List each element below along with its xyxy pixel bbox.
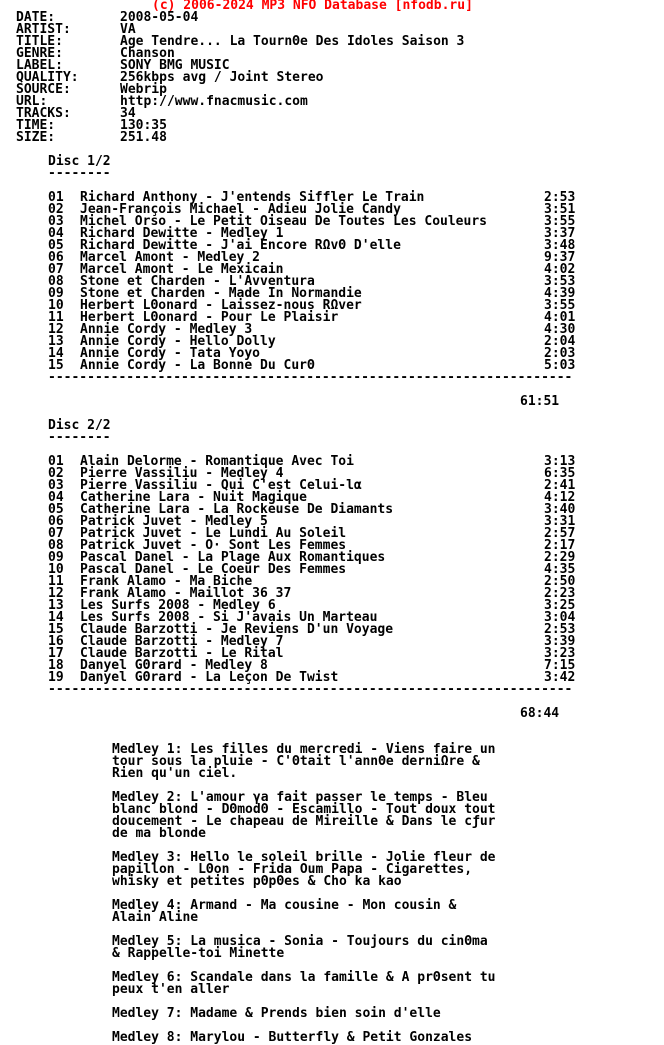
track-title: Catherine Lara - Nuit Magique (80, 490, 307, 505)
info-key: LABEL: (16, 58, 63, 73)
track-time: 4:30 (544, 322, 576, 337)
info-row (16, 48, 664, 60)
track-number: 13 (48, 598, 64, 613)
track-time: 4:39 (544, 286, 576, 301)
medley-note (112, 1032, 664, 1044)
medley-note (112, 1008, 664, 1020)
track-title: Jean-François Michael - Adieu Jolie Candy (80, 202, 401, 217)
track-title: Alain Delorme - Romantique Avec Toi (80, 454, 354, 469)
info-key: TITLE: (16, 34, 63, 49)
info-key: GENRE: (16, 46, 63, 61)
medley-note-line: Medley 1: Les filles du mercredi - Viens faire un (112, 742, 496, 757)
track-title: Catherine Lara - La Rockeuse De Diamants (80, 502, 394, 517)
track-number: 03 (48, 478, 64, 493)
track-title: Richard Dewitte - Medley 1 (80, 226, 284, 241)
info-value: Chanson (120, 46, 175, 61)
track-title: Richard Anthony - J'entends Siffler Le Train (80, 190, 425, 205)
track-number: 01 (48, 454, 64, 469)
track-time: 4:12 (544, 490, 576, 505)
medley-note (112, 936, 664, 960)
medley-note (112, 744, 664, 780)
track-number: 16 (48, 634, 64, 649)
track-time: 2:53 (544, 622, 576, 637)
track-number: 04 (48, 226, 64, 241)
info-value: 130:35 (120, 118, 167, 133)
track-number: 08 (48, 274, 64, 289)
track-number: 06 (48, 514, 64, 529)
track-title: Marcel Amont - Medley 2 (80, 250, 261, 265)
track-title: Frank Alamo - Maillot 36 37 (80, 586, 292, 601)
disc2-tracklist (16, 456, 664, 684)
release-info (16, 12, 664, 144)
track-title: Pascal Danel - La Plage Aux Romantiques (80, 550, 386, 565)
disc2-total: 68:44 (520, 706, 560, 721)
track-time: 7:15 (544, 658, 576, 673)
track-number: 02 (48, 202, 64, 217)
track-time: 3:04 (544, 610, 576, 625)
medley-note-line: de ma blonde (112, 826, 206, 841)
info-row (16, 72, 664, 84)
disc2-rule: ------------------------------------------------------------------- (48, 682, 573, 697)
track-time: 2:41 (544, 478, 576, 493)
track-number: 06 (48, 250, 64, 265)
track-title: Herbert LΘonard - Laissez-nous RΩver (80, 298, 362, 313)
medley-note-line: Alain Aline (112, 910, 199, 925)
track-title: Annie Cordy - Hello Dolly (80, 334, 276, 349)
info-key: SOURCE: (16, 82, 71, 97)
track-time: 2:17 (544, 538, 576, 553)
track-number: 07 (48, 526, 64, 541)
track-title: Patrick Juvet - Medley 5 (80, 514, 268, 529)
track-number: 01 (48, 190, 64, 205)
track-title: Claude Barzotti - Le Rital (80, 646, 284, 661)
track-title: Marcel Amont - Le Mexicain (80, 262, 284, 277)
track-time: 2:57 (544, 526, 576, 541)
track-time: 3:23 (544, 646, 576, 661)
info-value: SONY BMG MUSIC (120, 58, 230, 73)
disc1-total: 61:51 (520, 394, 560, 409)
track-number: 14 (48, 346, 64, 361)
track-time: 3:55 (544, 298, 576, 313)
info-row (16, 120, 664, 132)
track-time: 3:37 (544, 226, 576, 241)
track-title: Michel Orso - Le Petit Oiseau De Toutes Les Couleurs (80, 214, 487, 229)
track-number: 12 (48, 586, 64, 601)
medley-note-line: Medley 7: Madame & Prends bien soin d'elle (112, 1006, 441, 1021)
track-title: Pierre Vassiliu - Qui C'est Celui-lα (80, 478, 362, 493)
track-title: Annie Cordy - Tata Yoyo (80, 346, 261, 361)
track-time: 2:50 (544, 574, 576, 589)
track-title: Stone et Charden - L'Avventura (80, 274, 315, 289)
track-title: Frank Alamo - Ma Biche (80, 574, 253, 589)
track-number: 12 (48, 322, 64, 337)
info-value: 251.48 (120, 130, 167, 145)
track-title: Patrick Juvet - O· Sont Les Femmes (80, 538, 347, 553)
medley-note-line: Rien qu'un ciel. (112, 766, 238, 781)
disc1-tracklist (16, 192, 664, 372)
track-number: 09 (48, 550, 64, 565)
track-time: 2:04 (544, 334, 576, 349)
info-value: 256kbps avg / Joint Stereo (120, 70, 324, 85)
track-time: 3:55 (544, 214, 576, 229)
medley-note-line: blanc blond - DΘmodΘ - Escamillo - Tout doux tout (112, 802, 496, 817)
info-key: ARTIST: (16, 22, 71, 37)
medley-note-line: Medley 6: Scandale dans la famille & A prΘsent tu (112, 970, 496, 985)
disc2-underline: -------- (48, 430, 111, 445)
info-row (16, 132, 664, 144)
track-number: 04 (48, 490, 64, 505)
info-value: VA (120, 22, 136, 37)
track-title: Claude Barzotti - Je Reviens D'un Voyage (80, 622, 394, 637)
medley-note-line: tour sous la pluie - C'Θtait l'annΘe derniΩre & (112, 754, 480, 769)
track-title: Herbert LΘonard - Pour Le Plaisir (80, 310, 339, 325)
track-number: 15 (48, 622, 64, 637)
track-number: 10 (48, 298, 64, 313)
track-number: 10 (48, 562, 64, 577)
track-time: 4:01 (544, 310, 576, 325)
disc2-title: Disc 2/2 (48, 418, 111, 433)
track-time: 4:02 (544, 262, 576, 277)
track-time: 3:13 (544, 454, 576, 469)
info-value: Age Tendre... La TournΘe Des Idoles Saison 3 (120, 34, 465, 49)
medley-note-line: Medley 8: Marylou - Butterfly & Petit Gonzales (112, 1030, 473, 1045)
medley-note-line: papillon - LΘon - Frida Oum Papa - Cigarettes, (112, 862, 473, 877)
track-time: 2:03 (544, 346, 576, 361)
track-time: 3:48 (544, 238, 576, 253)
info-value: Webrip (120, 82, 167, 97)
track-title: Richard Dewitte - J'ai Encore RΩvΘ D'elle (80, 238, 401, 253)
note-spacer (112, 1020, 664, 1032)
track-number: 05 (48, 238, 64, 253)
track-time: 3:25 (544, 598, 576, 613)
track-time: 3:51 (544, 202, 576, 217)
track-number: 07 (48, 262, 64, 277)
info-row (16, 84, 664, 96)
info-value: 34 (120, 106, 136, 121)
info-key: URL: (16, 94, 48, 109)
medley-note (112, 792, 664, 840)
medley-note-line: Medley 2: L'amour γa fait passer le temps - Bleu (112, 790, 488, 805)
track-number: 11 (48, 574, 64, 589)
track-number: 02 (48, 466, 64, 481)
track-time: 2:29 (544, 550, 576, 565)
track-number: 19 (48, 670, 64, 685)
medley-note-line: doucement - Le chapeau de Mireille & Dans le cƒur (112, 814, 496, 829)
info-key: QUALITY: (16, 70, 79, 85)
info-key: DATE: (16, 10, 56, 25)
disc1-rule: ------------------------------------------------------------------- (48, 370, 573, 385)
track-title: Annie Cordy - La Bonne Du CurΘ (80, 358, 315, 373)
nfo-document (16, 0, 664, 1044)
info-value: http://www.fnacmusic.com (120, 94, 308, 109)
medley-note-line: & Rappelle-toi Minette (112, 946, 285, 961)
medley-note-line: Medley 3: Hello le soleil brille - Jolie fleur de (112, 850, 496, 865)
track-time: 3:53 (544, 274, 576, 289)
track-number: 13 (48, 334, 64, 349)
track-title: Les Surfs 2008 - Medley 6 (80, 598, 276, 613)
track-time: 3:40 (544, 502, 576, 517)
nfodb-banner: (c) 2006-2024 MP3 NFO Database [nfodb.ru] (152, 0, 473, 13)
info-row (16, 60, 664, 72)
info-key: TIME: (16, 118, 56, 133)
medley-note-line: Medley 5: La musica - Sonia - Toujours du cinΘma (112, 934, 488, 949)
medley-note-line: peux t'en aller (112, 982, 230, 997)
track-number: 11 (48, 310, 64, 325)
medley-note (112, 900, 664, 924)
track-time: 2:53 (544, 190, 576, 205)
disc1-underline: -------- (48, 166, 111, 181)
medley-notes (16, 744, 664, 1044)
info-row (16, 36, 664, 48)
track-title: Pascal Danel - Le Coeur Des Femmes (80, 562, 347, 577)
track-title: Patrick Juvet - Le Lundi Au Soleil (80, 526, 347, 541)
info-value: 2008-05-04 (120, 10, 199, 25)
track-title: Danyel GΘrard - Medley 8 (80, 658, 268, 673)
track-time: 4:35 (544, 562, 576, 577)
track-title: Danyel GΘrard - La Leçon De Twist (80, 670, 339, 685)
medley-note (112, 972, 664, 996)
track-number: 17 (48, 646, 64, 661)
track-number: 15 (48, 358, 64, 373)
track-number: 08 (48, 538, 64, 553)
info-key: SIZE: (16, 130, 56, 145)
track-title: Les Surfs 2008 - Si J'avais Un Marteau (80, 610, 378, 625)
track-time: 5:03 (544, 358, 576, 373)
track-number: 05 (48, 502, 64, 517)
disc1-title: Disc 1/2 (48, 154, 111, 169)
info-key: TRACKS: (16, 106, 71, 121)
info-row (16, 108, 664, 120)
track-title: Annie Cordy - Medley 3 (80, 322, 253, 337)
track-title: Stone et Charden - Made In Normandie (80, 286, 362, 301)
track-number: 03 (48, 214, 64, 229)
track-time: 2:23 (544, 586, 576, 601)
track-number: 18 (48, 658, 64, 673)
track-title: Claude Barzotti - Medley 7 (80, 634, 284, 649)
track-time: 6:35 (544, 466, 576, 481)
medley-note-line: Medley 4: Armand - Ma cousine - Mon cousin & (112, 898, 457, 913)
track-time: 3:31 (544, 514, 576, 529)
track-time: 3:39 (544, 634, 576, 649)
medley-note (112, 852, 664, 888)
medley-note-line: whisky et petites pΘpΘes & Cho ka kao (112, 874, 402, 889)
track-time: 9:37 (544, 250, 576, 265)
track-title: Pierre Vassiliu - Medley 4 (80, 466, 284, 481)
track-number: 09 (48, 286, 64, 301)
track-number: 14 (48, 610, 64, 625)
info-row (16, 96, 664, 108)
info-row (16, 12, 664, 24)
track-time: 3:42 (544, 670, 576, 685)
